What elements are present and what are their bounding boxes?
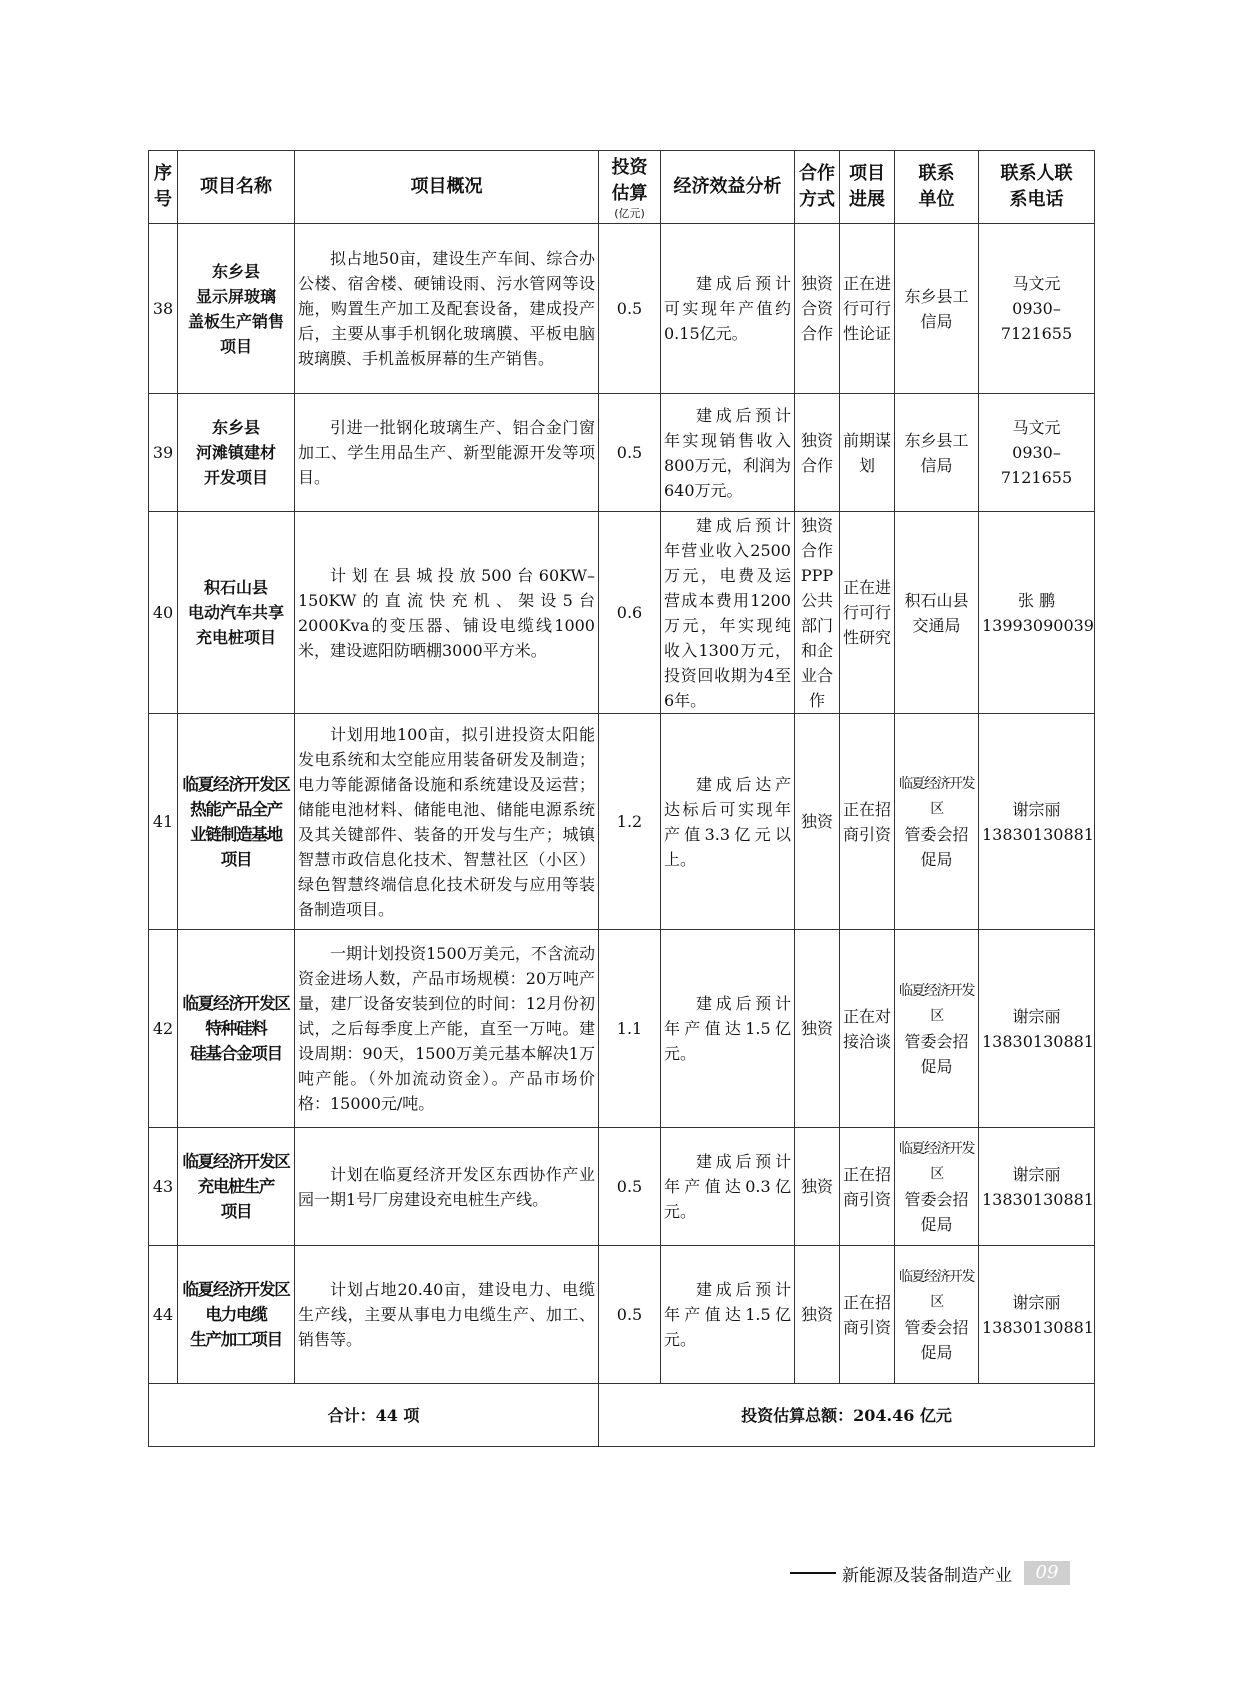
project-progress: 正在进行可行性论证 xyxy=(840,224,895,394)
table-row xyxy=(149,930,1095,1128)
header-coop: 合作方式 xyxy=(795,151,840,224)
contact-unit-line: 积石山县 xyxy=(904,590,969,610)
total-count: 合计：44 项 xyxy=(149,1384,599,1447)
contact-phone: 13830130881 xyxy=(982,1317,1094,1337)
project-name-line: 开发项目 xyxy=(203,468,268,487)
contact-unit xyxy=(895,1128,979,1246)
contact-unit xyxy=(895,714,979,930)
project-overview: 计划占地20.40亩，建设电力、电缆生产线，主要从事电力电缆生产、加工、销售等。 xyxy=(295,1246,599,1384)
contact-person xyxy=(979,930,1095,1128)
contact-name: 谢宗丽 xyxy=(1012,799,1061,819)
project-name-line: 盖板生产销售 xyxy=(187,311,284,331)
project-overview: 计划在临夏经济开发区东西协作产业园一期1号厂房建设充电桩生产线。 xyxy=(295,1128,599,1246)
contact-unit-line: 工信局 xyxy=(920,430,969,475)
project-name-line: 临夏经济开发区 xyxy=(182,1152,290,1171)
investment-estimate: 0.5 xyxy=(599,394,661,512)
project-name-line: 电动汽车共享 xyxy=(187,603,284,622)
table-row xyxy=(149,224,1095,394)
project-progress: 正在对接洽谈 xyxy=(840,930,895,1128)
project-name-line: 东乡县 xyxy=(211,261,260,281)
contact-unit-line: 管委会 xyxy=(904,1031,953,1051)
economic-benefit: 建成后达产达标后可实现年产值3.3亿元以上。 xyxy=(661,714,795,930)
cooperation-mode: 独资合作PPP公共部门和企业合作 xyxy=(795,512,840,714)
footer-section-title: 新能源及装备制造产业 xyxy=(842,1565,1012,1586)
cooperation-mode: 独资合作 xyxy=(795,394,840,512)
economic-benefit: 建成后预计年产值达1.5亿元。 xyxy=(661,930,795,1128)
project-name-line: 生产加工项目 xyxy=(190,1330,282,1349)
page-number: 09 xyxy=(1024,1561,1070,1585)
contact-unit-line: 东乡县 xyxy=(904,286,953,306)
contact-unit-line: 临夏经济开发区 xyxy=(899,1140,974,1182)
investment-estimate: 1.2 xyxy=(599,714,661,930)
page-footer xyxy=(790,1560,1070,1586)
contact-unit-line: 管委会 xyxy=(904,1317,953,1337)
project-progress: 正在招商引资 xyxy=(840,1246,895,1384)
project-name xyxy=(178,224,295,394)
footer-dash xyxy=(790,1572,836,1574)
cooperation-mode: 独资 xyxy=(795,1246,840,1384)
project-name-line: 临夏经济开发区 xyxy=(182,994,290,1013)
project-name xyxy=(178,512,295,714)
contact-person xyxy=(979,1128,1095,1246)
header-econ: 经济效益分析 xyxy=(661,151,795,224)
header-desc: 项目概况 xyxy=(295,151,599,224)
project-name-line: 显示屏玻璃 xyxy=(195,286,276,306)
project-name-line: 临夏经济开发区 xyxy=(182,1280,290,1299)
contact-phone: 13993090039 xyxy=(982,615,1094,635)
table-header-row xyxy=(149,151,1095,224)
row-number: 40 xyxy=(149,512,178,714)
contact-person xyxy=(979,394,1095,512)
investment-estimate: 0.5 xyxy=(599,1246,661,1384)
contact-person xyxy=(979,224,1095,394)
project-progress: 正在招商引资 xyxy=(840,1128,895,1246)
contact-unit-line: 临夏经济开发区 xyxy=(899,982,974,1024)
project-table xyxy=(148,150,1095,1447)
contact-unit-line: 东乡县 xyxy=(904,430,953,450)
contact-unit xyxy=(895,394,979,512)
project-overview: 拟占地50亩，建设生产车间、综合办公楼、宿舍楼、硬铺设雨、污水管网等设施，购置生产加工及配套设备，建成投产后，主要从事手机钢化玻璃膜、平板电脑玻璃膜、手机盖板屏幕的生产销售。 xyxy=(295,224,599,394)
row-number: 41 xyxy=(149,714,178,930)
project-name-line: 业链制造基地 xyxy=(190,824,282,844)
header-invest-unit: (亿元) xyxy=(614,206,645,220)
project-name-line: 热能产品全产 xyxy=(190,799,282,819)
project-progress: 正在进行可行性研究 xyxy=(840,512,895,714)
investment-estimate: 1.1 xyxy=(599,930,661,1128)
total-row xyxy=(149,1384,1095,1447)
header-name: 项目名称 xyxy=(178,151,295,224)
project-name-line: 充电桩项目 xyxy=(195,628,276,647)
economic-benefit: 建成后预计年营业收入2500万元，电费及运营成本费用1200万元，年实现纯收入1300万元，投资回收期为4至6年。 xyxy=(661,512,795,714)
project-progress: 前期谋划 xyxy=(840,394,895,512)
project-name-line: 特种硅料 xyxy=(205,1019,267,1038)
contact-phone: 0930–7121655 xyxy=(1000,299,1073,343)
contact-name: 马文元 xyxy=(1012,274,1061,293)
project-name-line: 电力电缆 xyxy=(205,1305,267,1324)
economic-benefit: 建成后预计年产值达1.5亿元。 xyxy=(661,1246,795,1384)
economic-benefit: 建成后预计年实现销售收入800万元，利润为640万元。 xyxy=(661,394,795,512)
table-row xyxy=(149,714,1095,930)
contact-unit xyxy=(895,1246,979,1384)
contact-name: 谢宗丽 xyxy=(1012,1006,1061,1026)
project-name-line: 积石山县 xyxy=(203,578,268,597)
row-number: 43 xyxy=(149,1128,178,1246)
contact-phone: 0930–7121655 xyxy=(1000,443,1073,487)
project-name xyxy=(178,1128,295,1246)
investment-estimate: 0.6 xyxy=(599,512,661,714)
project-name-line: 项目 xyxy=(220,1202,252,1221)
table-row xyxy=(149,1246,1095,1384)
project-overview: 一期计划投资1500万美元，不含流动资金进场人数，产品市场规模：20万吨产量，建厂设备安装到位的时间：12月份初试，之后每季度上产能，直至一万吨。建设周期：90天，1500万美元基本解决1万吨产能。（外加流动资金）。产品市场价格：15000元/吨。 xyxy=(295,930,599,1128)
project-overview: 计划在县城投放500台60KW–150KW的直流快充机、架设5台2000Kva的变压器、铺设电缆线1000米，建设遮阳防晒棚3000平方米。 xyxy=(295,512,599,714)
contact-phone: 13830130881 xyxy=(982,1031,1094,1051)
row-number: 39 xyxy=(149,394,178,512)
row-number: 42 xyxy=(149,930,178,1128)
contact-unit-line: 管委会 xyxy=(904,1189,953,1209)
contact-unit-line: 工信局 xyxy=(920,286,969,331)
table-body xyxy=(149,224,1095,1384)
contact-unit-line: 招促局 xyxy=(920,1189,969,1234)
contact-unit xyxy=(895,512,979,714)
row-number: 38 xyxy=(149,224,178,394)
project-name-line: 东乡县 xyxy=(211,418,260,437)
investment-estimate: 0.5 xyxy=(599,224,661,394)
contact-name: 张 鹏 xyxy=(1017,590,1056,610)
economic-benefit: 建成后预计可实现年产值约0.15亿元。 xyxy=(661,224,795,394)
project-name-line: 充电桩生产 xyxy=(197,1177,275,1196)
project-name xyxy=(178,1246,295,1384)
contact-unit-line: 招促局 xyxy=(920,1031,969,1076)
investment-estimate: 0.5 xyxy=(599,1128,661,1246)
contact-unit-line: 管委会 xyxy=(904,824,953,844)
contact-unit xyxy=(895,224,979,394)
contact-phone: 13830130881 xyxy=(982,824,1094,844)
contact-name: 马文元 xyxy=(1012,418,1061,437)
contact-phone: 13830130881 xyxy=(982,1189,1094,1209)
project-name-line: 项目 xyxy=(220,849,252,869)
project-overview: 计划用地100亩，拟引进投资太阳能发电系统和太空能应用装备研发及制造；电力等能源储备设施和系统建设及运营；储能电池材料、储能电池、储能电源系统及其关键部件、装备的开发与生产；城镇智慧市政信息化技术、智慧社区（小区）绿色智慧终端信息化技术研发与应用等装备制造项目。 xyxy=(295,714,599,930)
cooperation-mode: 独资合资合作 xyxy=(795,224,840,394)
header-invest: 投资估算 (亿元) xyxy=(599,151,661,224)
header-no: 序号 xyxy=(149,151,178,224)
contact-person xyxy=(979,1246,1095,1384)
cooperation-mode: 独资 xyxy=(795,1128,840,1246)
table-row xyxy=(149,512,1095,714)
header-stage: 项目进展 xyxy=(840,151,895,224)
cooperation-mode: 独资 xyxy=(795,930,840,1128)
contact-name: 谢宗丽 xyxy=(1012,1292,1061,1312)
project-name-line: 河滩镇建材 xyxy=(195,443,276,462)
table-row xyxy=(149,394,1095,512)
header-unit: 联系单位 xyxy=(895,151,979,224)
total-investment: 投资估算总额：204.46 亿元 xyxy=(599,1384,1095,1447)
economic-benefit: 建成后预计年产值达0.3亿元。 xyxy=(661,1128,795,1246)
row-number: 44 xyxy=(149,1246,178,1384)
project-name-line: 临夏经济开发区 xyxy=(182,774,290,794)
contact-person xyxy=(979,714,1095,930)
cooperation-mode: 独资 xyxy=(795,714,840,930)
contact-unit-line: 临夏经济开发区 xyxy=(899,1268,974,1310)
contact-unit-line: 临夏经济开发区 xyxy=(899,775,974,817)
project-name xyxy=(178,394,295,512)
contact-person xyxy=(979,512,1095,714)
project-overview: 引进一批钢化玻璃生产、铝合金门窗加工、学生用品生产、新型能源开发等项目。 xyxy=(295,394,599,512)
project-name xyxy=(178,930,295,1128)
contact-unit xyxy=(895,930,979,1128)
project-name-line: 项目 xyxy=(219,336,252,356)
contact-unit-line: 招促局 xyxy=(920,1317,969,1362)
table-row xyxy=(149,1128,1095,1246)
project-name-line: 硅基合金项目 xyxy=(190,1044,282,1063)
contact-name: 谢宗丽 xyxy=(1012,1164,1061,1184)
header-contact: 联系人联系电话 xyxy=(979,151,1095,224)
contact-unit-line: 交通局 xyxy=(912,615,961,635)
project-name xyxy=(178,714,295,930)
contact-unit-line: 招促局 xyxy=(920,824,969,869)
project-progress: 正在招商引资 xyxy=(840,714,895,930)
